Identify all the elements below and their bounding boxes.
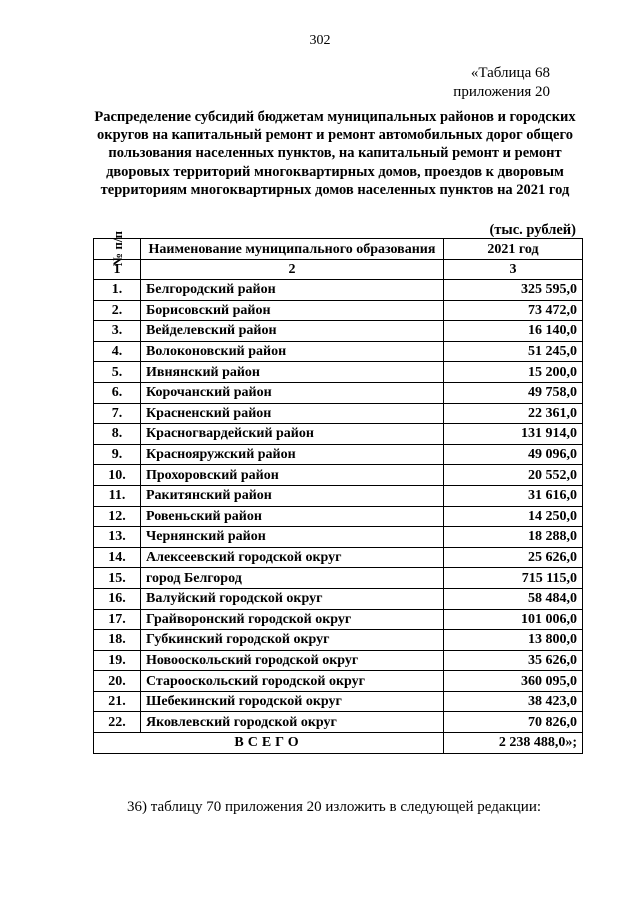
row-number: 14.: [94, 547, 141, 568]
row-name: Ракитянский район: [141, 485, 444, 506]
table-row: [94, 568, 583, 589]
table-body: [94, 260, 583, 733]
row-name: Старооскольский городской округ: [141, 671, 444, 692]
row-number: 9.: [94, 444, 141, 465]
row-name: Борисовский район: [141, 300, 444, 321]
row-number: 5.: [94, 362, 141, 383]
row-number: 13.: [94, 527, 141, 548]
row-value: 14 250,0: [444, 506, 583, 527]
row-number: 15.: [94, 568, 141, 589]
units-label: (тыс. рублей): [489, 222, 576, 238]
header-num-label: № п/п: [109, 231, 125, 266]
row-value: 49 096,0: [444, 444, 583, 465]
row-name: город Белгород: [141, 568, 444, 589]
row-name: Волоконовский район: [141, 341, 444, 362]
row-value: 58 484,0: [444, 588, 583, 609]
index-cell-2: 2: [141, 260, 444, 280]
index-row: [94, 260, 583, 280]
header-year: 2021 год: [444, 239, 583, 260]
table-row: [94, 712, 583, 733]
table-row: [94, 609, 583, 630]
row-number: 10.: [94, 465, 141, 486]
table-row: [94, 403, 583, 424]
row-value: 15 200,0: [444, 362, 583, 383]
row-name: Краснояружский район: [141, 444, 444, 465]
row-name: Новооскольский городской округ: [141, 650, 444, 671]
row-number: 1.: [94, 280, 141, 301]
row-name: Валуйский городской округ: [141, 588, 444, 609]
row-value: 16 140,0: [444, 321, 583, 342]
total-row: [94, 733, 583, 754]
row-value: 22 361,0: [444, 403, 583, 424]
row-number: 20.: [94, 671, 141, 692]
row-value: 70 826,0: [444, 712, 583, 733]
table-row: [94, 424, 583, 445]
table-row: [94, 691, 583, 712]
table-row: [94, 321, 583, 342]
row-value: 360 095,0: [444, 671, 583, 692]
row-number: 22.: [94, 712, 141, 733]
table-row: [94, 506, 583, 527]
table-row: [94, 300, 583, 321]
row-number: 7.: [94, 403, 141, 424]
row-name: Ивнянский район: [141, 362, 444, 383]
row-name: Губкинский городской округ: [141, 630, 444, 651]
row-name: Алексеевский городской округ: [141, 547, 444, 568]
row-number: 2.: [94, 300, 141, 321]
table-reference: [453, 64, 550, 102]
row-value: 73 472,0: [444, 300, 583, 321]
row-number: 19.: [94, 650, 141, 671]
row-name: Шебекинский городской округ: [141, 691, 444, 712]
table-row: [94, 444, 583, 465]
table-row: [94, 630, 583, 651]
table-row: [94, 341, 583, 362]
table-row: [94, 588, 583, 609]
row-name: Прохоровский район: [141, 465, 444, 486]
index-cell-1: 1: [94, 260, 141, 280]
table-row: [94, 527, 583, 548]
row-value: 325 595,0: [444, 280, 583, 301]
table-row: [94, 650, 583, 671]
row-number: 18.: [94, 630, 141, 651]
row-number: 6.: [94, 382, 141, 403]
row-value: 38 423,0: [444, 691, 583, 712]
table-row: [94, 547, 583, 568]
row-name: Чернянский район: [141, 527, 444, 548]
row-value: 31 616,0: [444, 485, 583, 506]
footer-text: 36) таблицу 70 приложения 20 изложить в следующей редакции:: [127, 799, 542, 815]
header-row: [94, 239, 583, 260]
table-row: [94, 671, 583, 692]
table-row: [94, 362, 583, 383]
table-row: [94, 465, 583, 486]
row-number: 11.: [94, 485, 141, 506]
table-ref-line1: «Таблица 68: [470, 65, 550, 81]
row-number: 12.: [94, 506, 141, 527]
row-value: 18 288,0: [444, 527, 583, 548]
row-value: 20 552,0: [444, 465, 583, 486]
row-name: Яковлевский городской округ: [141, 712, 444, 733]
row-number: 17.: [94, 609, 141, 630]
page-number: 302: [309, 33, 331, 48]
row-value: 131 914,0: [444, 424, 583, 445]
row-value: 13 800,0: [444, 630, 583, 651]
row-name: Корочанский район: [141, 382, 444, 403]
row-value: 715 115,0: [444, 568, 583, 589]
index-cell-3: 3: [444, 260, 583, 280]
row-name: Вейделевский район: [141, 321, 444, 342]
header-name: Наименование муниципального образования: [141, 239, 444, 260]
row-value: 101 006,0: [444, 609, 583, 630]
header-num: [94, 231, 141, 266]
total-label: ВСЕГО: [94, 733, 444, 754]
row-name: Ровеньский район: [141, 506, 444, 527]
row-value: 25 626,0: [444, 547, 583, 568]
subsidies-table: [93, 231, 583, 754]
row-number: 21.: [94, 691, 141, 712]
row-value: 49 758,0: [444, 382, 583, 403]
table-row: [94, 382, 583, 403]
row-name: Белгородский район: [141, 280, 444, 301]
row-name: Красногвардейский район: [141, 424, 444, 445]
row-value: 51 245,0: [444, 341, 583, 362]
row-number: 8.: [94, 424, 141, 445]
row-name: Грайворонский городской округ: [141, 609, 444, 630]
row-number: 4.: [94, 341, 141, 362]
total-value: 2 238 488,0»;: [444, 733, 583, 754]
row-number: 3.: [94, 321, 141, 342]
document-title: Распределение субсидий бюджетам муниципальных районов и городских округов на капитальный ремонт и ремонт автомобильных дорог общего пользования населенных пунктов, на капитальный ремонт и ремонт дворовых территорий многоквартирных домов, проездов к дворовым территориям многоквартирных домов населенных пунктов на 2021 год: [94, 109, 576, 198]
row-name: Красненский район: [141, 403, 444, 424]
table-ref-line2: приложения 20: [453, 84, 550, 100]
row-number: 16.: [94, 588, 141, 609]
table-row: [94, 485, 583, 506]
row-value: 35 626,0: [444, 650, 583, 671]
table-row: [94, 280, 583, 301]
